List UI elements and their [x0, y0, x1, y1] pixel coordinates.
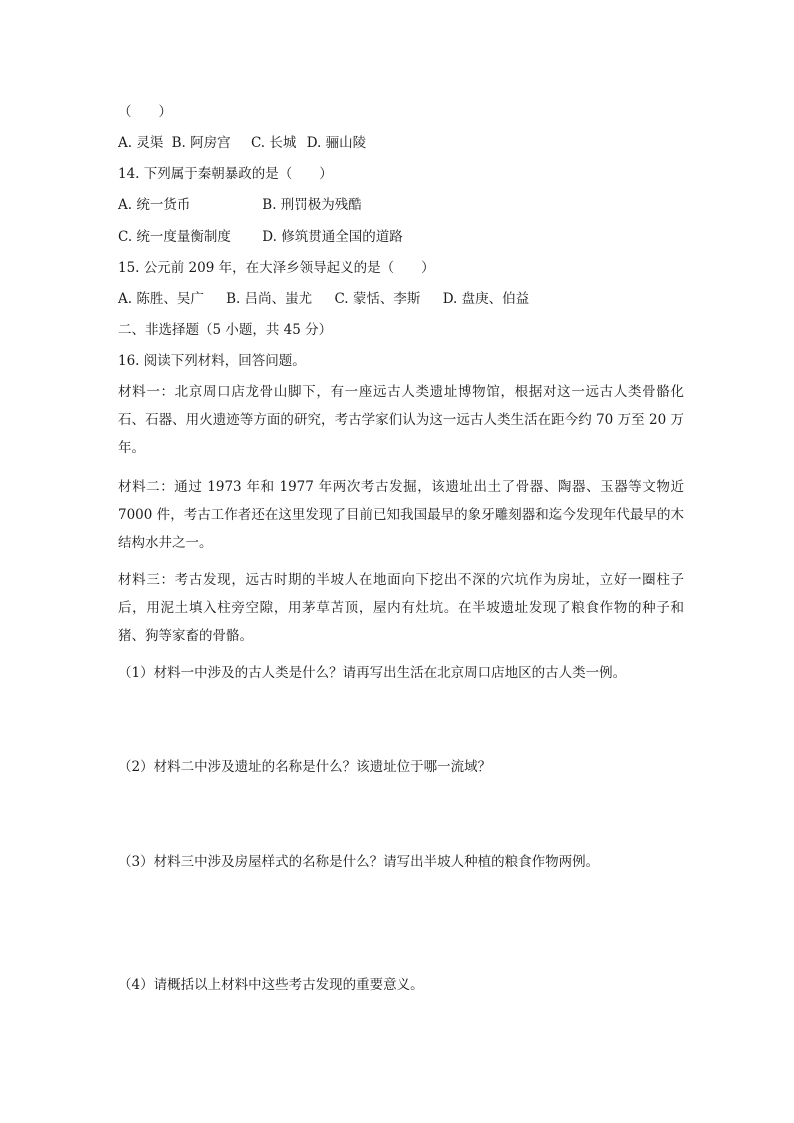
q15-option-b: B. 吕尚、蚩尤	[226, 291, 313, 307]
q14-options-row2	[118, 227, 684, 247]
q16-stem: 16. 阅读下列材料，回答问题。	[118, 353, 306, 369]
q13-option-c: C. 长城	[250, 135, 297, 151]
q14-options-row1	[118, 195, 684, 215]
material-1: 材料一：北京周口店龙骨山脚下，有一座远古人类遗址博物馆，根据对这一远古人类骨骼化石、石器、用火遗迹等方面的研究，考古学家们认为这一远古人类生活在距今约 70 万至 20 万年。	[118, 384, 684, 456]
sub-question-4: （4）请概括以上材料中这些考古发现的重要意义。	[118, 977, 424, 993]
q15-stem: 15. 公元前 209 年，在大泽乡领导起义的是（ ）	[118, 260, 435, 276]
q13-option-d: D. 骊山陵	[306, 135, 367, 151]
q13-option-a: A. 灵渠	[118, 135, 164, 151]
material-3: 材料三：考古发现，远古时期的半坡人在地面向下挖出不深的穴坑作为房址，立好一圈柱子后，用泥土填入柱旁空隙，用茅草苫顶，屋内有灶坑。在半坡遗址发现了粮食作物的种子和猪、狗等家畜的骨骼。	[118, 572, 684, 644]
q15-option-c: C. 蒙恬、李斯	[334, 291, 421, 307]
q14-option-b: B. 刑罚极为残酷	[262, 197, 362, 213]
sub-question-3: （3）材料三中涉及房屋样式的名称是什么？请写出半坡人种植的粮食作物两例。	[118, 854, 600, 870]
q14-option-a: A. 统一货币	[118, 197, 191, 213]
q14-option-c: C. 统一度量衡制度	[118, 229, 231, 245]
sub-question-1: （1）材料一中涉及的古人类是什么？请再写出生活在北京周口店地区的古人类一例。	[118, 665, 627, 681]
q14-stem: 14. 下列属于秦朝暴政的是（ ）	[118, 166, 333, 182]
section2-heading: 二、非选择题（5 小题，共 45 分）	[118, 322, 333, 338]
q14-option-d: D. 修筑贯通全国的道路	[262, 229, 403, 245]
q15-option-a: A. 陈胜、吴广	[118, 291, 204, 307]
q15-options	[118, 289, 684, 309]
sub-question-2: （2）材料二中涉及遗址的名称是什么？该遗址位于哪一流域？	[118, 759, 492, 775]
q13-option-b: B. 阿房宫	[171, 135, 231, 151]
q13-answer-bracket: （ ）	[118, 104, 172, 120]
material-2: 材料二：通过 1973 年和 1977 年两次考古发掘，该遗址出土了骨器、陶器、玉器等文物近 7000 件，考古工作者还在这里发现了目前已知我国最早的象牙雕刻器和迄今发现年代最早的木结构水井之一。	[118, 479, 684, 551]
q15-option-d: D. 盘庚、伯益	[442, 291, 530, 307]
q13-options	[118, 133, 684, 153]
